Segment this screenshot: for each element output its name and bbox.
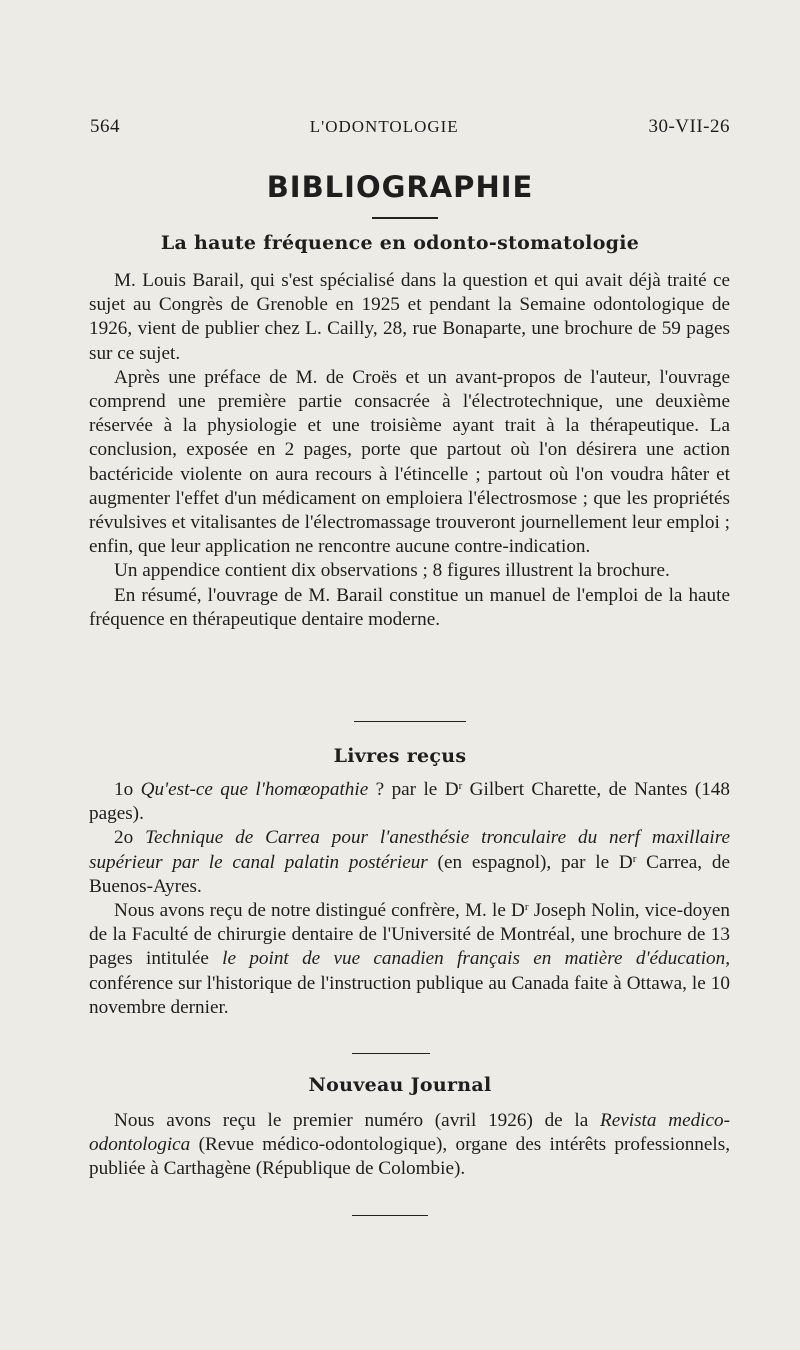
page-title: BIBLIOGRAPHIE	[266, 170, 534, 204]
journal-name: Revista medico-odontologica	[89, 1110, 731, 1156]
paragraph: M. Louis Barail, qui s'est spécialisé dans la question et qui avait déjà traité ce sujet au Congrès de Grenoble en 1925 et pendant la Semaine odontologique de 1926, vient de publier chez L. Cailly, 28, rue Bonaparte, une brochure de 59 pages sur ce sujet.	[89, 270, 730, 364]
section-haute-frequence-body	[89, 269, 730, 632]
list-item: 2o Technique de Carrea pour l'anesthésie tronculaire du nerf maxillaire supérieur par le canal palatin postérieur (en espagnol), par le $D^r$ Carrea, de Buenos-Ayres.	[89, 827, 731, 897]
end-rule	[352, 1215, 428, 1216]
paragraph: Après une préface de M. de Croës et un avant-propos de l'auteur, l'ouvrage comprend une première partie consacrée à l'électrotechnique, une deuxième réservée à la physiologie et une troisième ayant trait à la thérapeutique. La conclusion, exposée en 2 pages, porte que partout où l'on désirera une action bactéricide violente on aura recours à l'étincelle ; partout où l'on voudra hâter et augmenter l'effet d'un médicament on emploiera l'électrosmose ; que les propriétés révulsives et vitalisantes de l'électromassage trouveront journellement leur emploi ; enfin, que leur application ne rencontre aucune contre-indication.	[89, 366, 730, 558]
section-nouveau-journal-body	[89, 1109, 730, 1182]
running-head	[90, 116, 730, 138]
paragraph: En résumé, l'ouvrage de M. Barail constitue un manuel de l'emploi de la haute fréquence en thérapeutique dentaire moderne.	[89, 584, 730, 630]
title-rule	[372, 217, 438, 219]
section-livres-recus-body	[89, 778, 730, 1020]
section-heading-haute-frequence: La haute fréquence en odonto-stomatologie	[160, 232, 640, 254]
book-title: Technique de Carrea pour l'anesthésie tronculaire du nerf maxillaire supérieur par le canal palatin postérieur	[89, 827, 731, 873]
paragraph: Un appendice contient dix observations ; 8 figures illustrent la brochure.	[114, 560, 670, 582]
book-title: Qu'est-ce que l'homœopathie	[140, 779, 369, 800]
journal-title: L'ODONTOLOGIE	[309, 117, 459, 136]
page-number: 564	[90, 116, 120, 137]
section-divider	[354, 721, 466, 722]
book-title: le point de vue canadien français en matière d'éducation,	[222, 948, 731, 970]
section-heading-nouveau-journal: Nouveau Journal	[308, 1074, 492, 1096]
issue-date: 30-VII-26	[648, 116, 730, 137]
paragraph: Nous avons reçu le premier numéro (avril 1926) de la Revista medico-odontologica (Revue médico-odontologique), organe des intérêts professionnels, publiée à Carthagène (République de Colombie).	[89, 1110, 731, 1180]
section-heading-livres-recus: Livres reçus	[333, 745, 467, 767]
paragraph: Nous avons reçu de notre distingué confrère, M. le $D^r$ Joseph Nolin, vice-doyen de la Faculté de chirurgie dentaire de l'Université de Montréal, une brochure de 13 pages intitulée le point de vue canadien français en matière d'éducation, conférence sur l'historique de l'instruction publique au Canada faite à Ottawa, le 10 novembre dernier.	[89, 900, 731, 1018]
section-divider	[352, 1053, 430, 1054]
list-item: 1o Qu'est-ce que l'homœopathie ? par le $D^r$ Gilbert Charette, de Nantes (148 pages).	[89, 779, 730, 825]
